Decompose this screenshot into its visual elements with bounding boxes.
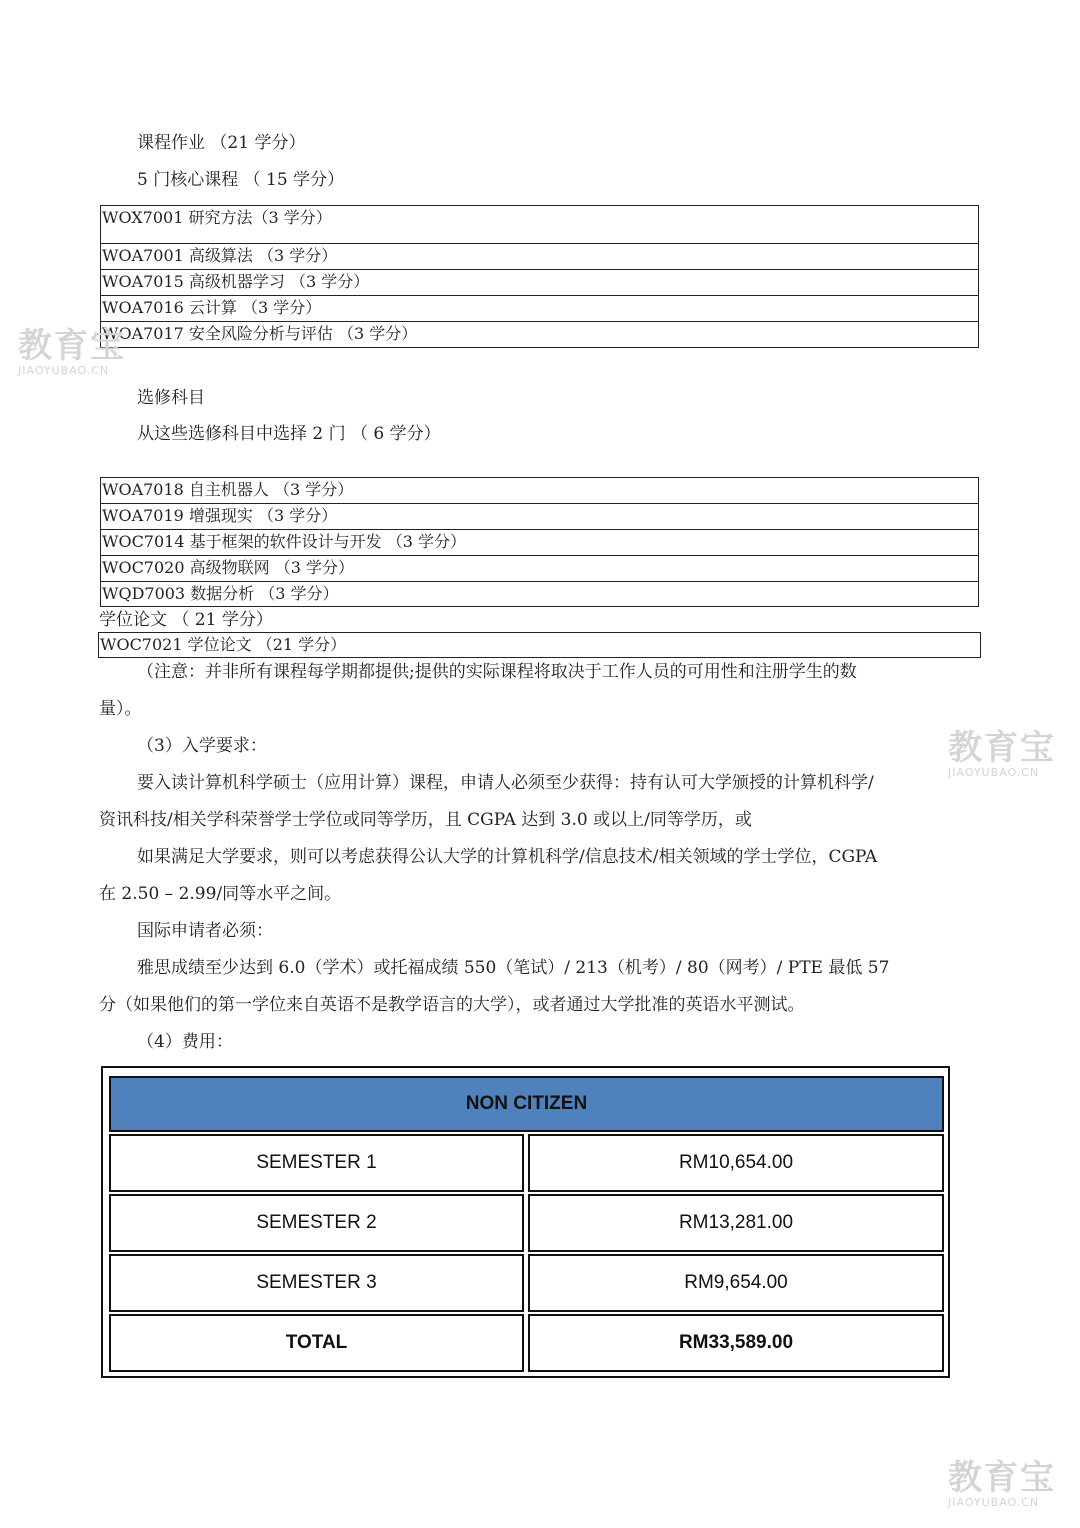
watermark-logo-text: 教育宝 [18, 326, 126, 366]
fee-label-semester-3: SEMESTER 3 [109, 1254, 524, 1312]
fees-table [101, 1066, 950, 1378]
table-row: WOC7020 高级物联网 （3 学分） [101, 556, 978, 582]
elective-courses-table [100, 477, 979, 607]
fees-heading: （4）费用： [137, 1032, 233, 1052]
fee-amount-semester-2: RM13,281.00 [528, 1194, 944, 1252]
fee-amount-semester-1: RM10,654.00 [528, 1134, 944, 1192]
watermark-logo-text: 教育宝 [948, 728, 1056, 768]
note-line-1: （注意：并非所有课程每学期都提供;提供的实际课程将取决于工作人员的可用性和注册学生的数 [137, 662, 857, 682]
table-row: WOA7019 增强现实 （3 学分） [101, 504, 978, 530]
coursework-heading: 课程作业 （21 学分） [137, 133, 306, 153]
electives-subheading: 从这些选修科目中选择 2 门 （ 6 学分） [137, 424, 441, 444]
fees-table-header: NON CITIZEN [109, 1076, 944, 1132]
watermark-logo [18, 328, 126, 377]
watermark-logo-text: 教育宝 [948, 1458, 1056, 1498]
fee-label-semester-2: SEMESTER 2 [109, 1194, 524, 1252]
electives-heading: 选修科目 [137, 388, 205, 408]
watermark-domain: JIAOYUBAO.CN [948, 766, 1040, 779]
table-row: WOA7018 自主机器人 （3 学分） [101, 478, 978, 504]
fee-label-semester-1: SEMESTER 1 [109, 1134, 524, 1192]
admission-paragraph-1-line-1: 要入读计算机科学硕士（应用计算）课程，申请人必须至少获得：持有认可大学颁授的计算机科学/ [137, 773, 874, 793]
note-line-2: 量）。 [99, 699, 142, 719]
core-courses-heading: 5 门核心课程 （ 15 学分） [137, 170, 345, 190]
table-row: WOA7001 高级算法 （3 学分） [101, 244, 978, 270]
table-row: WOA7017 安全风险分析与评估 （3 学分） [102, 324, 418, 343]
international-heading: 国际申请者必须： [137, 921, 273, 941]
international-line-1: 雅思成绩至少达到 6.0（学术）或托福成绩 550（笔试）/ 213（机考）/ 80（网考）/ PTE 最低 57 [137, 958, 890, 978]
table-row: WOC7014 基于框架的软件设计与开发 （3 学分） [101, 530, 978, 556]
table-row: WOX7001 研究方法（3 学分） [101, 206, 978, 244]
core-courses-table [100, 205, 979, 348]
admission-paragraph-1-line-2: 资讯科技/相关学科荣誉学士学位或同等学历，且 CGPA 达到 3.0 或以上/同等学历，或 [99, 810, 752, 830]
table-row: WOA7016 云计算 （3 学分） [101, 296, 978, 322]
fee-amount-semester-3: RM9,654.00 [528, 1254, 944, 1312]
watermark-domain: JIAOYUBAO.CN [18, 364, 110, 377]
thesis-heading: 学位论文 （ 21 学分） [99, 610, 273, 630]
watermark-logo [948, 730, 1056, 779]
admission-paragraph-2-line-1: 如果满足大学要求，则可以考虑获得公认大学的计算机科学/信息技术/相关领域的学士学位，CGPA [137, 847, 878, 867]
fee-label-total: TOTAL [109, 1314, 524, 1372]
admission-paragraph-2-line-2: 在 2.50 – 2.99/同等水平之间。 [99, 884, 342, 904]
admission-heading: （3）入学要求： [137, 736, 267, 756]
table-row: WOA7015 高级机器学习 （3 学分） [101, 270, 978, 296]
watermark-domain: JIAOYUBAO.CN [948, 1496, 1040, 1509]
thesis-table [98, 632, 981, 658]
fee-amount-total: RM33,589.00 [528, 1314, 944, 1372]
international-line-2: 分（如果他们的第一学位来自英语不是教学语言的大学），或者通过大学批准的英语水平测试。 [99, 995, 805, 1015]
table-row: WOC7021 学位论文 （21 学分） [100, 635, 347, 654]
table-row: WQD7003 数据分析 （3 学分） [102, 584, 339, 603]
watermark-logo [948, 1460, 1056, 1509]
